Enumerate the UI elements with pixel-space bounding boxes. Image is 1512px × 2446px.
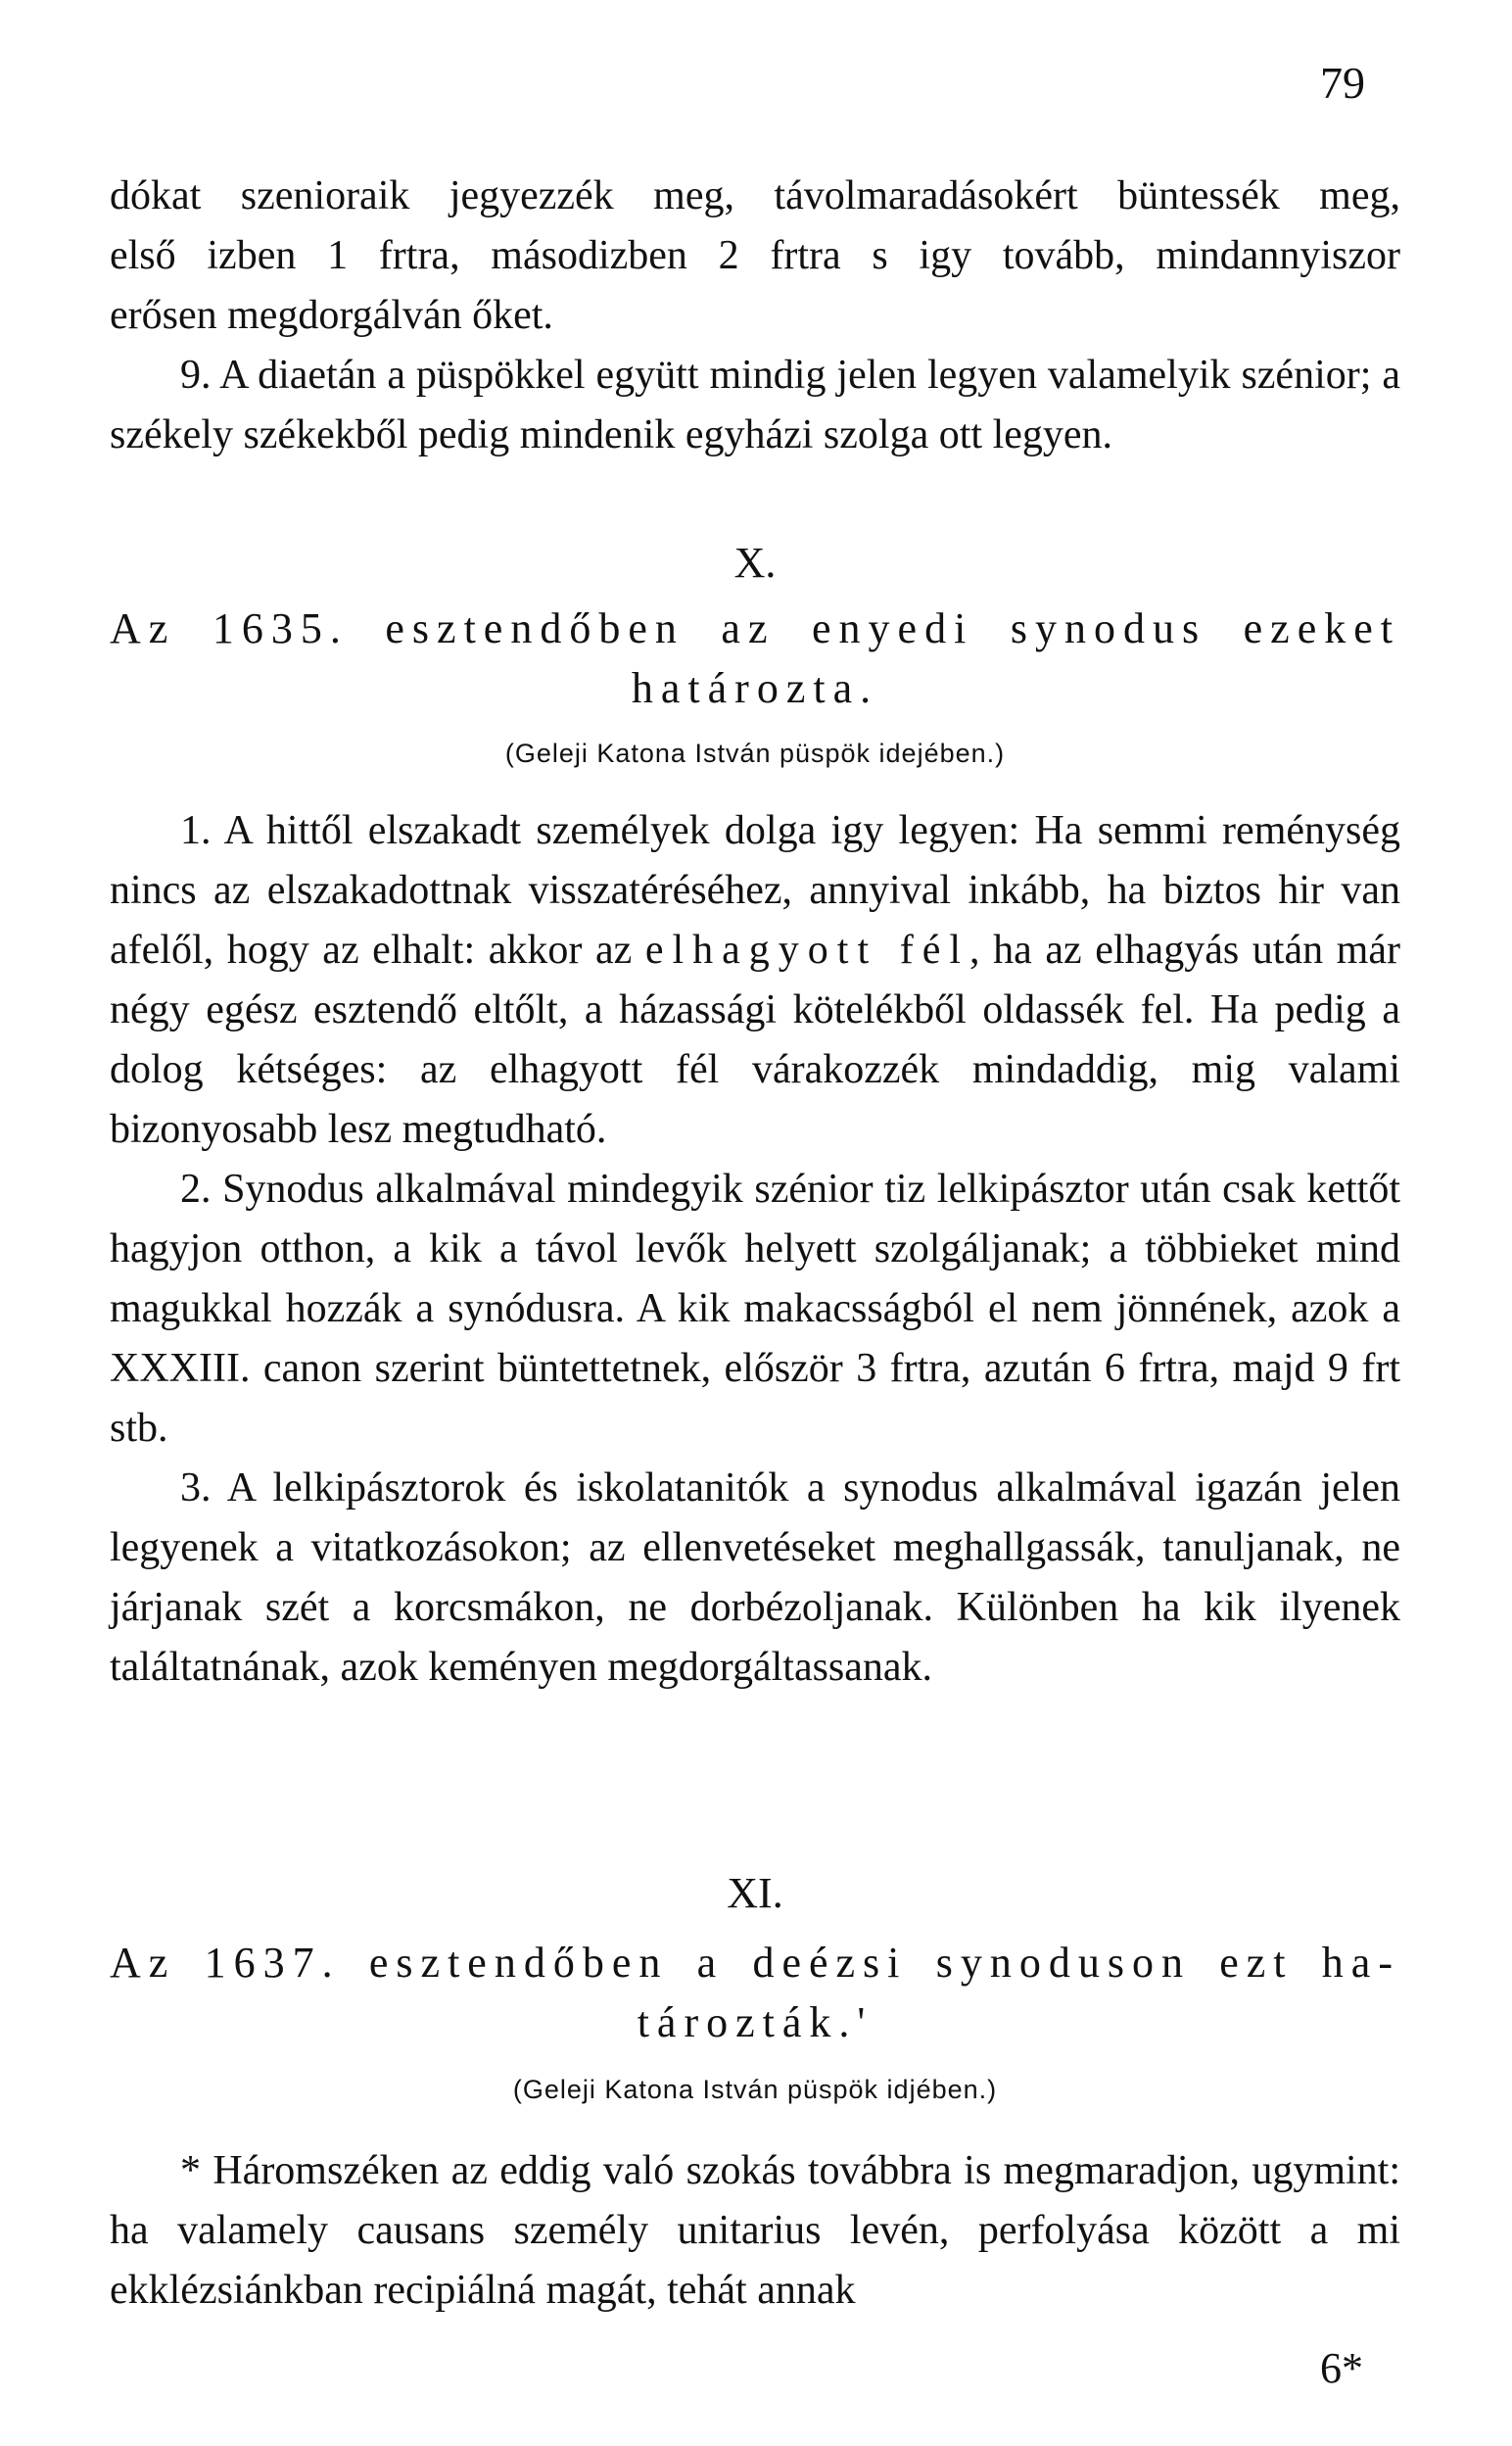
paragraph-1-start: 1. A hittől elszakadt személyek dolga igy legyen: Ha semmi reménység nincs az elszakadottnak visszatéréséhez, annyival inkább, ha biztos hir van afelől, hogy az elhalt: akkor az — [110, 808, 1400, 973]
body-text-top — [110, 167, 1400, 465]
section-x-title-line2: határozta. — [631, 664, 879, 712]
section-x-roman: X. — [733, 539, 777, 587]
section-xi-title-line1: Az 1637. esztendőben a deézsi synoduson ezt ha- — [110, 1939, 1400, 1987]
section-x-body — [110, 801, 1400, 1698]
line: erősen megdorgálván őket. — [110, 293, 553, 338]
page-number: 79 — [1320, 58, 1365, 108]
paragraph-1-spaced: elhagyott fél — [644, 928, 970, 973]
section-xi-note: (Geleji Katona István püspök idjében.) — [512, 2075, 998, 2104]
section-xi-roman: XI. — [727, 1869, 783, 1917]
paragraph-3: 3. A lelkipásztorok és iskolatanitók a synodus alkalmával igazán jelen legyenek a vitatkozásokon; az ellenvetéseket meghallgassák, tanuljanak, ne járjanak szét a korcsmákon, ne dorbézoljanak. Különben ha kik ilyenek találtatnának, azok keményen megdorgáltassanak. — [110, 1465, 1400, 1690]
section-xi-title-line2: tározták.' — [637, 1998, 874, 2046]
line: dókat szenioraik jegyezzék meg, távolmaradásokért büntessék meg, — [110, 173, 1400, 218]
section-xi-paragraph: * Háromszéken az eddig való szokás továbbra is megmaradjon, ugymint: ha valamely causans személy unitarius levén, perfolyása között a mi ekklézsiánkban recipiálná magát, tehát annak — [110, 2148, 1400, 2313]
paragraph-9: 9. A diaetán a püspökkel együtt mindig jelen legyen valamelyik szénior; a székely székekből pedig mindenik egyházi szolga ott legyen. — [110, 353, 1400, 457]
section-x-note: (Geleji Katona István püspök idejében.) — [504, 739, 1006, 768]
section-x-heading — [110, 533, 1400, 784]
paragraph-2: 2. Synodus alkalmával mindegyik szénior tiz lelkipásztor után csak kettőt hagyjon otthon, a kik a távol levők helyett szolgáljanak; a többieket mind magukkal hozzák a synódusra. A kik makacsságból el nem jönnének, azok a XXXIII. canon szerint büntettetnek, először 3 frtra, azután 6 frtra, majd 9 frt stb. — [110, 1167, 1400, 1451]
section-x-title-line1: Az 1635. esztendőben az enyedi synodus ezeket — [110, 604, 1400, 652]
paragraph-1-end: , ha az elhagyás után már négy egész esztendő eltőlt, a házassági kötelékből oldassék fel. Ha pedig a dolog kétséges: az elhagyott fél várakozzék mindaddig, mig valami bizonyosabb lesz megtudható. — [110, 928, 1400, 1152]
signature-mark: 6* — [1320, 2344, 1363, 2392]
paragraph-1 — [110, 801, 1400, 1160]
section-xi — [110, 1863, 1400, 2321]
line: első izben 1 frtra, másodizben 2 frtra s igy tovább, mindannyiszor — [110, 233, 1400, 278]
